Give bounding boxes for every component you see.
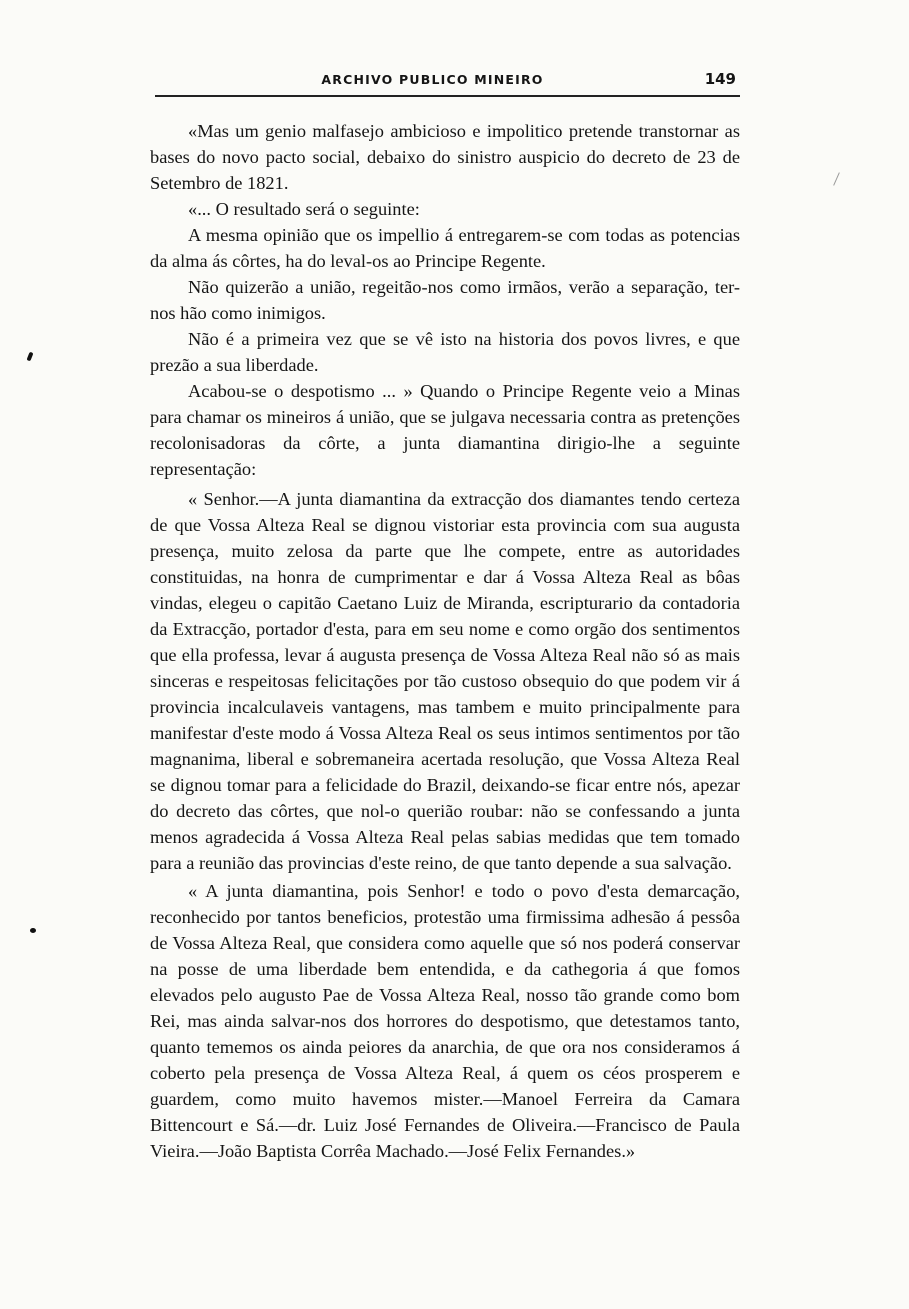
page-number: 149 [704, 70, 736, 88]
paragraph-resultado: «... O resultado será o seguinte: [188, 199, 420, 219]
margin-dot [30, 928, 36, 933]
paragraph-junta-diamantina: « A junta diamantina, pois Senhor! e todo o povo d'esta demarcação, reconhecido por tantos beneficios, protestão uma firmissima adhesão á pessôa de Vossa Alteza Real, que considera como aquelle que só nos poderá conservar na posse de uma liberdade bem entendida, e da cathegoria á que fomos elevados pelo augusto Pae de Vossa Alteza Real, nosso tão grande como bom Rei, mas ainda salvar-nos dos horrores do despotismo, que detestamos tanto, quanto tememos os ainda peiores da anarchia, de que ora nos consideramos á coberto pela presença de Vossa Alteza Real, á quem os céos prosperem e guardem, como muito havemos mister.—Manoel Ferreira da Camara Bittencourt e Sá.—dr. Luiz José Fernandes de Oliveira.—Francisco de Paula Vieira.—João Baptista Corrêa Machado.—José Felix Fernandes.» [150, 881, 740, 1161]
running-title: ARCHIVO PUBLICO MINEIRO [321, 72, 544, 87]
paragraph-mesma-opiniao: A mesma opinião que os impellio á entregarem-se com todas as potencias da alma ás côrtes, ha do leval-os ao Principe Regente. [150, 225, 740, 271]
margin-slash [833, 172, 840, 185]
running-header [155, 70, 740, 96]
body-text [150, 118, 740, 1164]
paragraph-despotismo: Acabou-se o despotismo ... » Quando o Principe Regente veio a Minas para chamar os mineiros á união, que se julgava necessaria contra as pretenções recolonisadoras da côrte, a junta diamantina dirigio-lhe a seguinte representação: [150, 381, 740, 479]
margin-mark [26, 352, 33, 362]
header-rule [155, 95, 740, 97]
paragraph-quote-genio: «Mas um genio malfasejo ambicioso e impolitico pretende transtornar as bases do novo pacto social, debaixo do sinistro auspicio do decreto de 23 de Setembro de 1821. [150, 121, 740, 193]
paragraph-senhor: « Senhor.—A junta diamantina da extracção dos diamantes tendo certeza de que Vossa Alteza Real se dignou vistoriar esta provincia com sua augusta presença, muito zelosa da parte que lhe compete, entre as autoridades constituidas, na honra de cumprimentar e dar á Vossa Alteza Real as bôas vindas, elegeu o capitão Caetano Luiz de Miranda, escripturario da contadoria da Extracção, portador d'esta, para em seu nome e como orgão dos sentimentos que ella professa, levar á augusta presença de Vossa Alteza Real não só as mais sinceras e respeitosas felicitações por tão custoso obsequio do que podem vir á provincia incalculaveis vantagens, mas tambem e muito principalmente para manifestar d'este modo á Vossa Alteza Real os seus intimos sentimentos por tão magnanima, liberal e sobremaneira acertada resolução, que Vossa Alteza Real se dignou tomar para a felicidade do Brazil, deixando-se ficar entre nós, apezar do decreto das côrtes, que nol-o querião roubar: não se confessando a junta menos agradecida á Vossa Alteza Real pelas sabias medidas que tem tomado para a reunião das provincias d'este reino, de que tanto depende a sua salvação. [150, 489, 740, 873]
paragraph-uniao: Não quizerão a união, regeitão-nos como irmãos, verão a separação, ter-nos hão como inimigos. [150, 277, 740, 323]
paragraph-primeira-vez: Não é a primeira vez que se vê isto na historia dos povos livres, e que prezão a sua liberdade. [150, 329, 740, 375]
